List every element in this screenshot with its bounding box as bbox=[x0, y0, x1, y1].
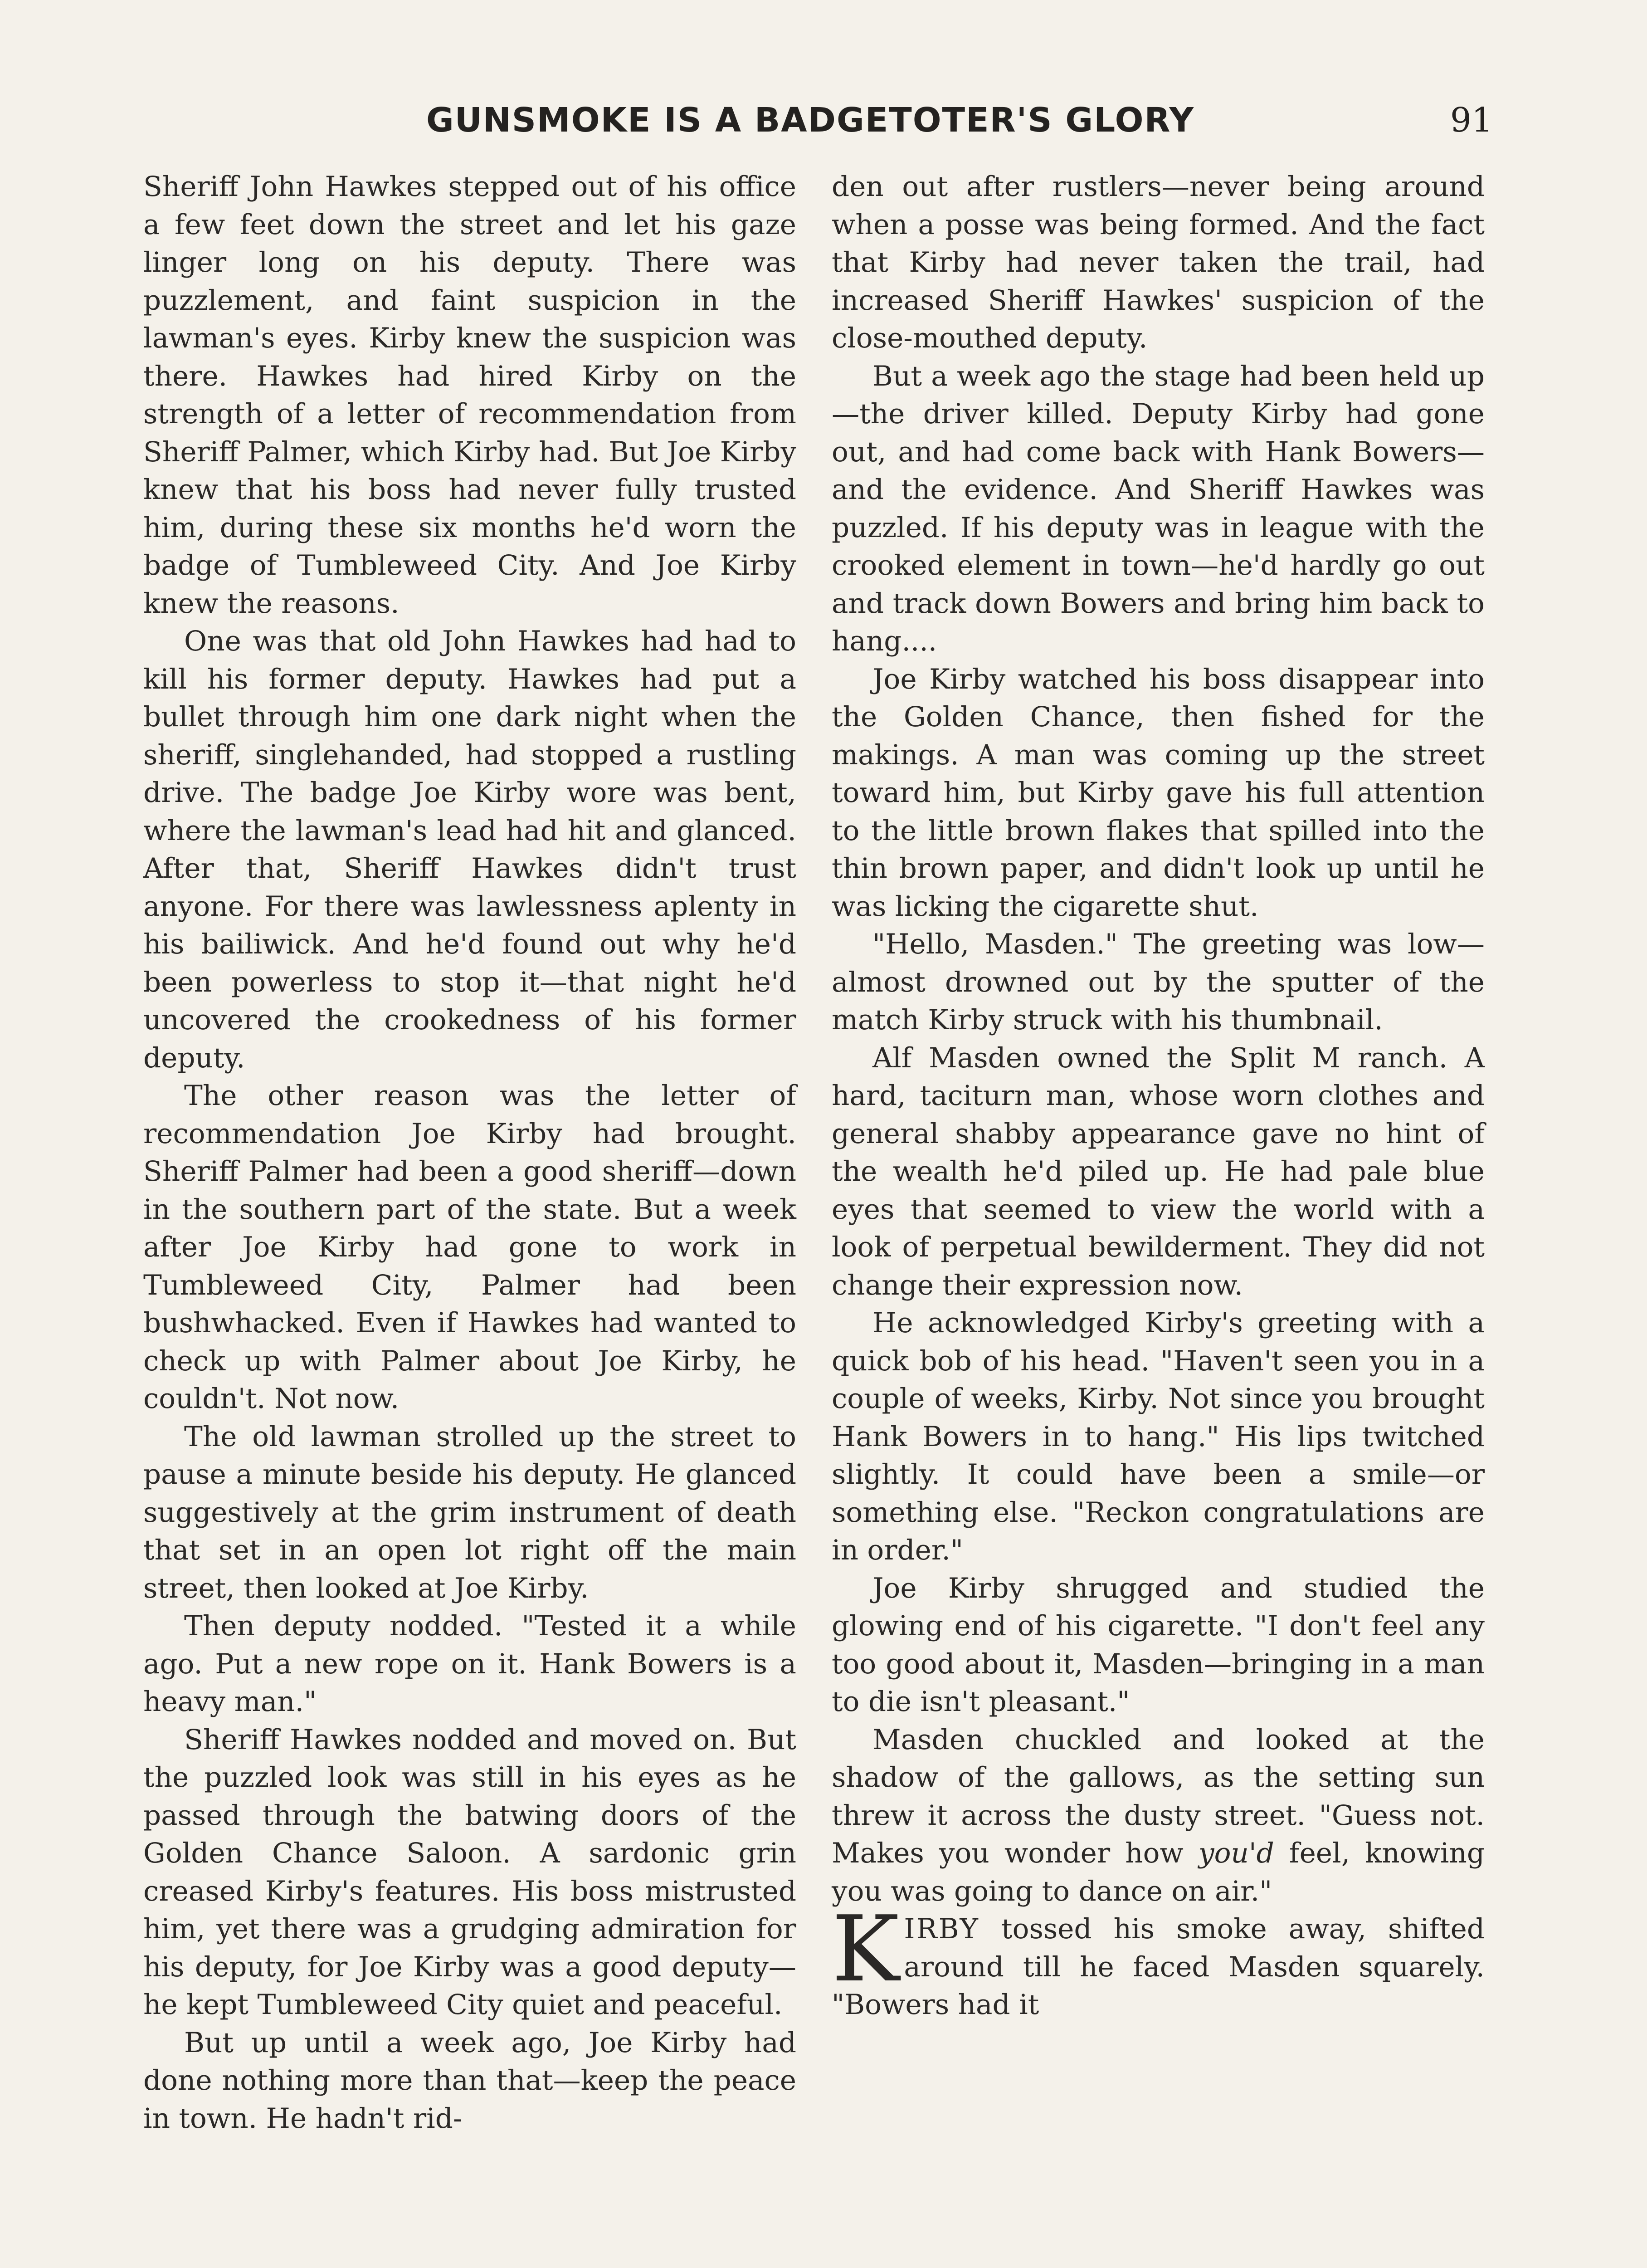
paragraph bbox=[832, 1721, 1485, 1911]
paragraph: The old lawman strolled up the street to pause a minute beside his deputy. He glanced suggestively at the grim instrument of death that set in an open lot right off the main street, then looked at Joe Kirby. bbox=[143, 1420, 796, 1604]
paragraph: Joe Kirby watched his boss disappear into the Golden Chance, then fished for the makings. A man was coming up the street toward him, but Kirby gave his full attention to the little brown flakes that spilled into the thin brown paper, and didn't look up until he was licking the cigarette shut. bbox=[832, 663, 1485, 923]
paragraph-text: Masden chuckled and looked at the shadow of the gallows, as the setting sun threw it across the dusty street. "Guess not. Makes you wonder how bbox=[832, 1723, 1485, 1869]
paragraph: But up until a week ago, Joe Kirby had done nothing more than that—keep the peace in town. He hadn't rid- bbox=[143, 2026, 796, 2135]
paragraph: Sheriff John Hawkes stepped out of his office a few feet down the street and let his gaze linger long on his deputy. There was puzzlement, and faint suspicion in the lawman's eyes. Kirby knew the suspicion was there. Hawkes had hired Kirby on the strength of a letter of recommendation from Sheriff Palmer, which Kirby had. But Joe Kirby knew that his boss had never fully trusted him, during these six months he'd worn the badge of Tumbleweed City. And Joe Kirby knew the reasons. bbox=[143, 171, 796, 620]
paragraph: But a week ago the stage had been held up—the driver killed. Deputy Kirby had gone out, and had come back with Hank Bowers—and the evidence. And Sheriff Hawkes was puzzled. If his deputy was in league with the crooked element in town—he'd hardly go out and track down Bowers and bring him back to hang.... bbox=[832, 360, 1485, 657]
paragraph: Alf Masden owned the Split M ranch. A hard, taciturn man, whose worn clothes and general shabby appearance gave no hint of the wealth he'd piled up. He had pale blue eyes that seemed to view the world with a look of perpetual bewilderment. They did not change their expression now. bbox=[832, 1041, 1485, 1301]
paragraph-text: feel, knowing you was going to dance on air." bbox=[832, 1837, 1485, 1907]
paragraph: den out after rustlers—never being around when a posse was being formed. And the fact that Kirby had never taken the trail, had increased Sheriff Hawkes' suspicion of the close-mouthed deputy. bbox=[832, 171, 1485, 354]
paragraph: Then deputy nodded. "Tested it a while ago. Put a new rope on it. Hank Bowers is a heavy man." bbox=[143, 1610, 796, 1718]
paragraph: He acknowledged Kirby's greeting with a quick bob of his head. "Haven't seen you in a couple of weeks, Kirby. Not since you brought Hank Bowers in to hang." His lips twitched slightly. It could have been a smile—or something else. "Reckon congratulations are in order." bbox=[832, 1307, 1485, 1566]
paragraph: Sheriff Hawkes nodded and moved on. But the puzzled look was still in his eyes as he passed through the batwing doors of the Golden Chance Saloon. A sardonic grin creased Kirby's features. His boss mistrusted him, yet there was a grudging admiration for his deputy, for Joe Kirby was a good deputy—he kept Tumbleweed City quiet and peaceful. bbox=[143, 1723, 796, 2021]
drop-cap: K bbox=[832, 1897, 900, 2002]
paragraph: "Hello, Masden." The greeting was low—almost drowned out by the sputter of the match Kirby struck with his thumbnail. bbox=[832, 928, 1485, 1036]
right-column bbox=[832, 168, 1485, 2024]
page-header bbox=[426, 101, 1493, 151]
paragraph-drop-cap bbox=[832, 1897, 1485, 2024]
left-column bbox=[143, 168, 796, 2137]
paragraph: Joe Kirby shrugged and studied the glowing end of his cigarette. "I don't feel any too good about it, Masden—bringing in a man to die isn't pleasant." bbox=[832, 1572, 1485, 1718]
small-caps-word: IRBY bbox=[904, 1913, 979, 1945]
running-title: GUNSMOKE IS A BADGETOTER'S GLORY bbox=[426, 101, 1195, 140]
paragraph-text: tossed his smoke away, shifted around till he faced Masden squarely. "Bowers had it bbox=[832, 1913, 1485, 2021]
italic-word: you'd bbox=[1199, 1837, 1274, 1869]
paragraph: One was that old John Hawkes had had to kill his former deputy. Hawkes had put a bullet through him one dark night when the sheriff, singlehanded, had stopped a rustling drive. The badge Joe Kirby wore was bent, where the lawman's lead had hit and glanced. After that, Sheriff Hawkes didn't trust anyone. For there was lawlessness aplenty in his bailiwick. And he'd found out why he'd been powerless to stop it—that night he'd uncovered the crookedness of his former deputy. bbox=[143, 625, 796, 1074]
paragraph: The other reason was the letter of recommendation Joe Kirby had brought. Sheriff Palmer had been a good sheriff—down in the southern part of the state. But a week after Joe Kirby had gone to work in Tumbleweed City, Palmer had been bushwhacked. Even if Hawkes had wanted to check up with Palmer about Joe Kirby, he couldn't. Not now. bbox=[143, 1080, 796, 1415]
page-number: 91 bbox=[1450, 101, 1493, 140]
